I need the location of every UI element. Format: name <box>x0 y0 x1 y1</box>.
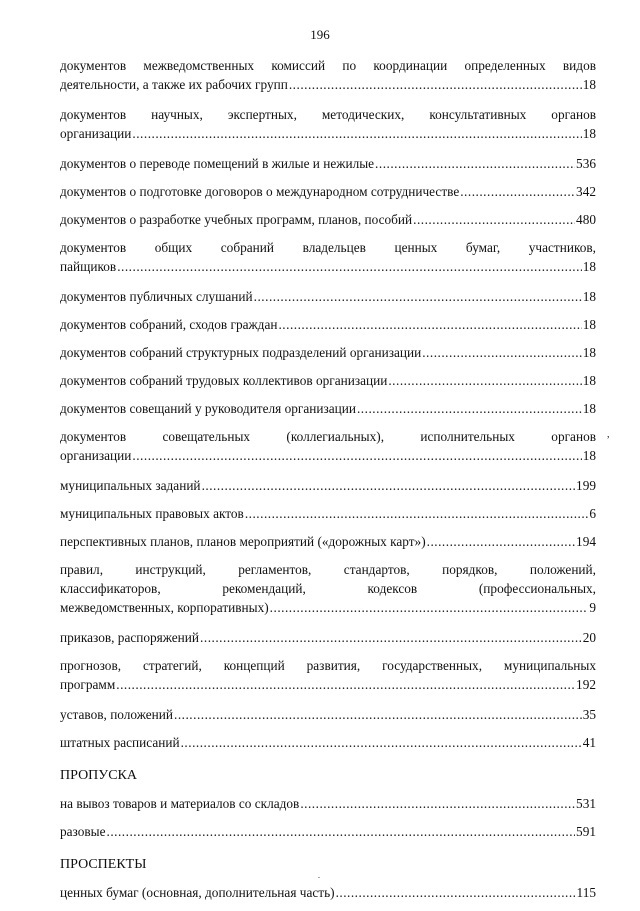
entry-text: документов публичных слушаний <box>60 289 253 304</box>
dot-leader <box>357 399 582 418</box>
dot-leader <box>245 504 589 523</box>
section-heading: ПРОСПЕКТЫ <box>60 857 147 872</box>
index-entry-line <box>60 124 596 143</box>
dot-leader <box>200 628 582 647</box>
index-entry-line <box>60 733 596 752</box>
dot-leader <box>132 446 581 465</box>
entry-text: уставов, положений <box>60 707 173 722</box>
index-entry <box>60 371 596 390</box>
entry-text: ценных бумаг (основная, дополнительная часть) <box>60 885 335 900</box>
dot-leader <box>254 287 582 306</box>
dot-leader <box>427 532 575 551</box>
index-entry-line <box>60 675 596 694</box>
section-heading: ПРОПУСКА <box>60 768 137 783</box>
index-entry <box>60 504 596 523</box>
entry-page-number: 18 <box>582 126 596 141</box>
entry-text: межведомственных, корпоративных) <box>60 600 269 615</box>
entry-text-line: прогнозов, стратегий, концепций развития, государственных, муниципальных <box>60 658 596 673</box>
index-entry-line <box>60 446 596 465</box>
entry-page-number: 6 <box>589 506 596 521</box>
entry-text: муниципальных заданий <box>60 478 201 493</box>
index-entry <box>60 399 596 418</box>
entry-page-number: 41 <box>582 735 596 750</box>
entry-text: документов собраний трудовых коллективов организации <box>60 373 388 388</box>
entry-text: организации <box>60 126 132 141</box>
entry-text: перспективных планов, планов мероприятий («дорожных карт») <box>60 534 426 549</box>
index-entry <box>60 733 596 752</box>
index-entry <box>60 883 596 902</box>
dot-leader <box>336 883 576 902</box>
dot-leader <box>132 124 581 143</box>
index-entry-line <box>60 476 596 495</box>
entry-page-number: 35 <box>582 707 596 722</box>
entry-page-number: 18 <box>582 317 596 332</box>
entry-page-number: 18 <box>582 259 596 274</box>
dot-leader <box>107 822 576 841</box>
index-entry <box>60 560 596 617</box>
entry-page-number: 591 <box>576 824 596 839</box>
index-entry <box>60 656 596 694</box>
entry-page-number: 342 <box>576 184 596 199</box>
index-entry-line <box>60 315 596 334</box>
index-entry <box>60 154 596 173</box>
index-entry-line <box>60 532 596 551</box>
entry-page-number: 18 <box>582 401 596 416</box>
dot-leader <box>375 154 575 173</box>
entry-page-number: 192 <box>576 677 596 692</box>
entry-text-line: правил, инструкций, регламентов, стандартов, порядков, положений, <box>60 562 596 577</box>
entry-text: документов о подготовке договоров о международном сотрудничестве <box>60 184 460 199</box>
dot-leader <box>422 343 581 362</box>
index-entry <box>60 822 596 841</box>
index-entry-line <box>60 598 596 617</box>
index-entry <box>60 315 596 334</box>
index-entry-line <box>60 883 596 902</box>
entry-page-number: 18 <box>582 448 596 463</box>
index-entry-line <box>60 343 596 362</box>
index-entry <box>60 628 596 647</box>
dot-leader <box>278 315 581 334</box>
entry-text: документов совещаний у руководителя организации <box>60 401 356 416</box>
entry-text: организации <box>60 448 132 463</box>
entry-text: деятельности, а также их рабочих групп <box>60 77 288 92</box>
entry-text: штатных расписаний <box>60 735 180 750</box>
entry-page-number: 18 <box>582 373 596 388</box>
index-entry <box>60 532 596 551</box>
entry-text: документов собраний структурных подразделений организации <box>60 345 422 360</box>
index-entry-line <box>60 822 596 841</box>
index-entry-line <box>60 371 596 390</box>
index-entry <box>60 182 596 201</box>
index-entry-line <box>60 257 596 276</box>
index-entry-line <box>60 287 596 306</box>
entry-text: документов о переводе помещений в жилые и нежилые <box>60 156 375 171</box>
entry-text: пайщиков <box>60 259 117 274</box>
index-entry-line <box>60 504 596 523</box>
entry-page-number: 194 <box>576 534 596 549</box>
dot-leader <box>289 75 582 94</box>
entry-text: программ <box>60 677 116 692</box>
index-entry-line <box>60 794 596 813</box>
entry-page-number: 536 <box>576 156 596 171</box>
index-entry-line <box>60 399 596 418</box>
entry-page-number: 18 <box>582 289 596 304</box>
entry-text-line: документов общих собраний владельцев ценных бумаг, участников, <box>60 240 596 255</box>
index-entry <box>60 56 596 94</box>
index-entry <box>60 705 596 724</box>
entry-page-number: 9 <box>589 600 596 615</box>
index-entry-line <box>60 154 596 173</box>
entry-page-number: 199 <box>576 478 596 493</box>
dot-leader <box>270 598 589 617</box>
dot-leader <box>117 257 582 276</box>
index-entry <box>60 287 596 306</box>
dot-leader <box>116 675 575 694</box>
index-entry <box>60 238 596 276</box>
entry-text: документов о разработке учебных программ, планов, пособий <box>60 212 413 227</box>
dot-leader <box>413 210 575 229</box>
dot-leader <box>388 371 581 390</box>
entry-text-line: классификаторов, рекомендаций, кодексов (профессиональных, <box>60 581 596 596</box>
index-content <box>60 56 596 911</box>
entry-text: документов собраний, сходов граждан <box>60 317 278 332</box>
index-entry <box>60 105 596 143</box>
index-entry-line <box>60 182 596 201</box>
entry-page-number: 531 <box>576 796 596 811</box>
index-entry <box>60 343 596 362</box>
index-entry <box>60 794 596 813</box>
index-entry <box>60 210 596 229</box>
dot-leader <box>460 182 575 201</box>
dot-leader <box>202 476 575 495</box>
index-entry-line <box>60 628 596 647</box>
index-entry <box>60 427 596 465</box>
entry-page-number: 480 <box>576 212 596 227</box>
dot-leader <box>174 705 582 724</box>
entry-page-number: 18 <box>582 345 596 360</box>
page-number: 196 <box>310 27 330 42</box>
entry-text: на вывоз товаров и материалов со складов <box>60 796 300 811</box>
index-entry <box>60 476 596 495</box>
dot-leader <box>300 794 575 813</box>
entry-text-line: документов совещательных (коллегиальных), исполнительных органов <box>60 429 596 444</box>
entry-page-number: 18 <box>582 77 596 92</box>
entry-page-number: 115 <box>576 885 596 900</box>
entry-text: разовые <box>60 824 106 839</box>
margin-mark: , <box>607 429 610 440</box>
index-entry-line <box>60 705 596 724</box>
entry-page-number: 20 <box>582 630 596 645</box>
index-entry-line <box>60 210 596 229</box>
entry-text-line: документов межведомственных комиссий по координации определенных видов <box>60 58 596 73</box>
entry-text: приказов, распоряжений <box>60 630 200 645</box>
entry-text-line: документов научных, экспертных, методических, консультативных органов <box>60 107 596 122</box>
bottom-mark: . <box>318 871 320 880</box>
entry-text: муниципальных правовых актов <box>60 506 244 521</box>
dot-leader <box>181 733 582 752</box>
index-entry-line <box>60 75 596 94</box>
